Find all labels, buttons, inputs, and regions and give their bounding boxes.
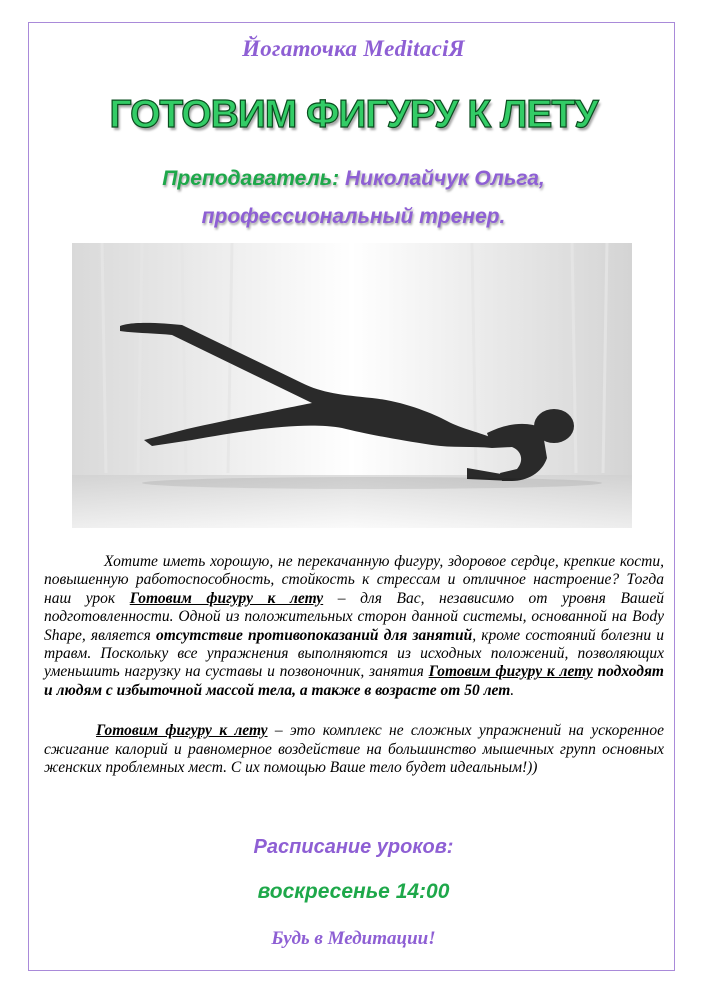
p2-run-1: – это комплекс не сложных упражнений на ускоренное сжигание калорий и равномерное воздействие на большинство мышечных групп основных женских проблемных мест. С их помощью Ваше тело будет идеальным!))	[44, 722, 664, 777]
description-text	[44, 553, 664, 777]
p1-run-0: Хотите иметь хорошую, не перекачанную фигуру, здоровое сердце, крепкие кости, повышенную работоспособность, стойкость к стрессам и отличное настроение? Тогда наш урок	[44, 553, 664, 607]
p1-run-7: .	[510, 681, 515, 699]
p1-run-3: отсутствие противопоказаний для занятий	[155, 626, 473, 644]
teacher-label: Преподаватель:	[162, 167, 340, 190]
headline: ГОТОВИМ ФИГУРУ К ЛЕТУ	[109, 93, 598, 136]
yoga-pose-illustration	[72, 243, 632, 528]
p1-run-2: – для Вас, независимо от уровня Вашей подготовленности. Одной из положительных сторон данной системы, основанной на Body Shape, является	[44, 589, 665, 644]
p1-run-6: подходят и людям с избыточной массой тела, а также в возрасте от 50 лет	[44, 663, 664, 699]
paragraph-1	[44, 553, 664, 700]
schedule-time: воскресенье 14:00	[257, 880, 450, 903]
slogan: Будь в Медитации!	[271, 928, 436, 949]
p1-run-1: Готовим фигуру к лету	[129, 589, 324, 607]
teacher-block	[0, 160, 707, 236]
paragraph-2	[44, 722, 664, 777]
teacher-title: профессиональный тренер.	[201, 205, 506, 228]
p1-run-5: Готовим фигуру к лету	[428, 663, 593, 681]
teacher-name: Николайчук Ольга,	[339, 167, 545, 190]
brand-title: Йогаточка MeditaciЯ	[242, 36, 465, 61]
p2-run-0: Готовим фигуру к лету	[96, 722, 268, 740]
schedule-label: Расписание уроков:	[253, 836, 454, 858]
p1-run-4: , кроме состояний болезни и травм. Поскольку все упражнения выполняются из исходных положений, позволяющих уменьшить нагрузку на суставы и позвоночник, занятия	[44, 626, 664, 681]
teacher-line	[0, 160, 707, 198]
yoga-photo	[72, 243, 632, 528]
